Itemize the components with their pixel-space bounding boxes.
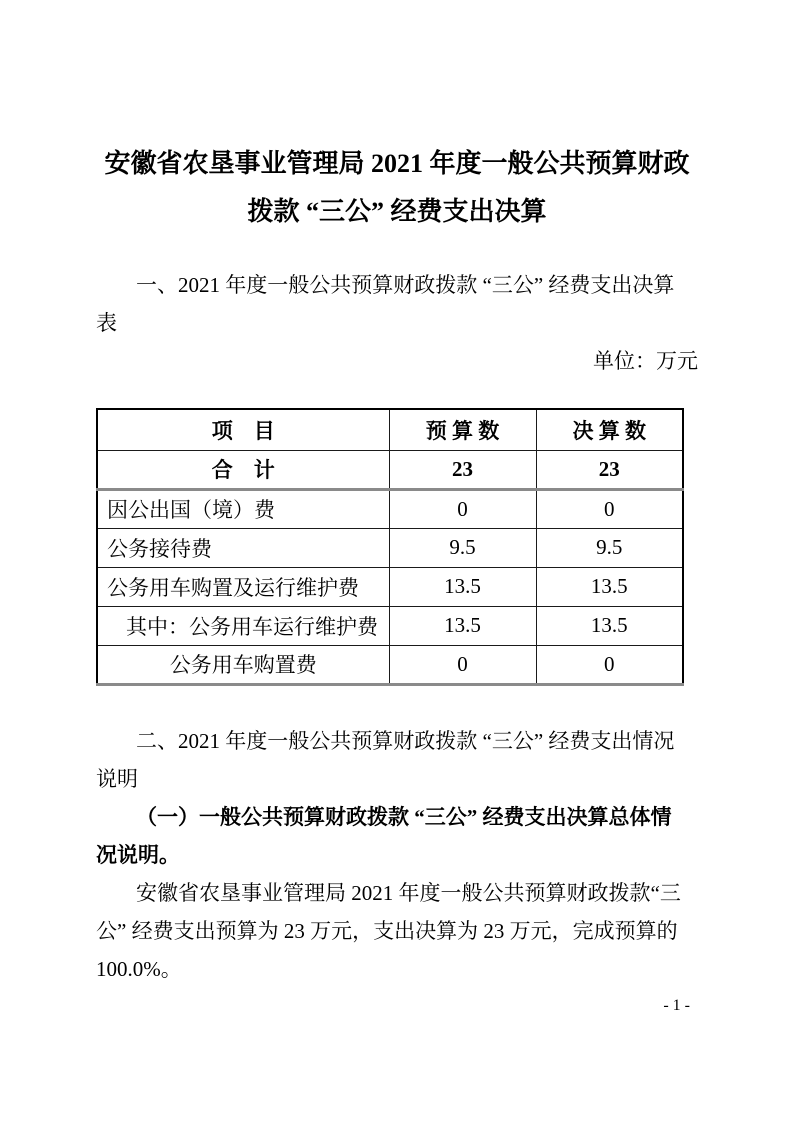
section2-subheading <box>96 798 698 874</box>
budget-cell: 0 <box>389 489 536 528</box>
section2-heading <box>96 722 698 798</box>
table-row-reception <box>97 528 683 567</box>
section2-paragraph-line-1: 安徽省农垦事业管理局 2021 年度一般公共预算财政拨款“三 <box>136 880 681 905</box>
table-row-vehicle-maintenance <box>97 606 683 645</box>
document-title-line-1: 安徽省农垦事业管理局 2021 年度一般公共预算财政拨款 <box>104 149 690 226</box>
table-row-vehicle-total <box>97 567 683 606</box>
final-cell: 23 <box>536 450 683 489</box>
section2-paragraph-line-2: 公” 经费支出预算为 23 万元，支出决算为 23 万元，完成预算的 <box>96 918 678 943</box>
header-budget: 预 算 数 <box>389 409 536 450</box>
section2-paragraph-line-3: 100.0%。 <box>96 956 182 981</box>
item-cell: 公务接待费 <box>97 528 389 567</box>
section1-heading-line-2: 表 <box>96 311 117 335</box>
budget-cell: 9.5 <box>389 528 536 567</box>
section2-subheading-line-1: （一）一般公共预算财政拨款 “三公” 经费支出决算总体情 <box>136 804 672 829</box>
item-cell: 公务用车购置及运行维护费 <box>97 567 389 606</box>
table-row-total <box>97 450 683 489</box>
item-cell: 因公出国（境）费 <box>97 489 389 528</box>
section2-heading-line-1: 二、2021 年度一般公共预算财政拨款 “三公” 经费支出情况 <box>136 728 675 753</box>
budget-cell: 0 <box>389 645 536 684</box>
expense-table <box>96 408 684 686</box>
section2-subheading-line-2: 况说明。 <box>96 842 180 867</box>
item-cell: 公务用车购置费 <box>97 645 389 684</box>
table-header-row <box>97 409 683 450</box>
document-title-line-2: “三公” 经费支出决算 <box>306 197 547 226</box>
final-cell: 13.5 <box>536 567 683 606</box>
page-number: - 1 - <box>663 996 690 1014</box>
final-cell: 13.5 <box>536 606 683 645</box>
section2-paragraph <box>96 874 698 988</box>
section2-heading-line-2: 说明 <box>96 766 138 791</box>
final-cell: 0 <box>536 489 683 528</box>
budget-cell: 13.5 <box>389 567 536 606</box>
unit-label: 单位：万元 <box>593 349 698 373</box>
header-final: 决 算 数 <box>536 409 683 450</box>
budget-cell: 13.5 <box>389 606 536 645</box>
header-item: 项 目 <box>97 409 389 450</box>
document-title <box>96 140 698 236</box>
budget-cell: 23 <box>389 450 536 489</box>
item-cell: 其中：公务用车运行维护费 <box>97 606 389 645</box>
item-cell: 合 计 <box>97 450 389 489</box>
table-row-abroad <box>97 489 683 528</box>
section1-heading-line-1: 一、2021 年度一般公共预算财政拨款 “三公” 经费支出决算 <box>136 273 675 297</box>
section1-heading <box>96 266 698 342</box>
final-cell: 0 <box>536 645 683 684</box>
final-cell: 9.5 <box>536 528 683 567</box>
table-row-vehicle-purchase <box>97 645 683 684</box>
